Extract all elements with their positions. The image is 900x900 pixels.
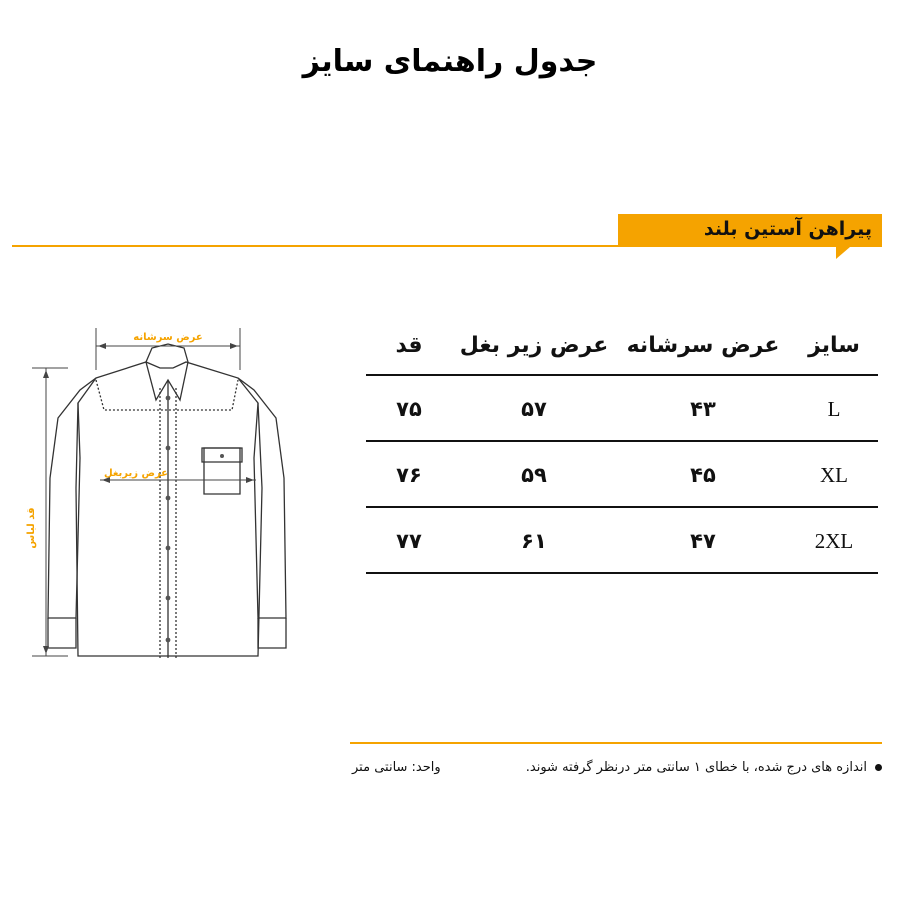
cell-size: XL — [820, 463, 848, 487]
left-cuff — [48, 618, 76, 648]
cell-armpit: ۵۹ — [521, 463, 547, 487]
button — [166, 638, 171, 643]
cell-length: ۷۵ — [396, 397, 422, 421]
armpit-width-label: عرض زیربغل — [103, 468, 169, 479]
badge-tail — [836, 247, 850, 259]
pocket-button — [220, 454, 224, 458]
header-shoulder-width: عرض سرشانه — [626, 333, 780, 358]
unit-note: واحد: سانتی متر — [352, 760, 441, 775]
button — [166, 496, 171, 501]
header-armpit-width: عرض زیر بغل — [459, 333, 609, 358]
header-size: سایز — [808, 333, 860, 358]
cell-size: L — [827, 397, 841, 421]
right-cuff — [258, 618, 286, 648]
cell-armpit: ۵۷ — [521, 397, 547, 421]
cell-shoulder: ۴۵ — [690, 463, 716, 487]
page-title: جدول راهنمای سایز — [302, 44, 598, 79]
size-table — [366, 318, 878, 574]
header-length: قد — [395, 333, 423, 358]
cell-shoulder: ۴۳ — [690, 397, 716, 421]
section-divider — [12, 245, 632, 247]
cell-length: ۷۶ — [396, 463, 422, 487]
table-header — [366, 318, 878, 374]
collar — [146, 344, 188, 400]
footer-note — [526, 760, 882, 775]
tolerance-note: اندازه های درج شده، با خطای ۱ سانتی متر درنظر گرفته شوند. — [525, 760, 867, 775]
cell-size: 2XL — [814, 529, 854, 553]
footer-divider — [350, 742, 882, 744]
button — [166, 596, 171, 601]
shirt-illustration — [18, 318, 308, 668]
table-row — [366, 506, 878, 574]
table-row — [366, 374, 878, 440]
section-label: پیراهن آستین بلند — [703, 218, 872, 240]
button — [166, 396, 171, 401]
button — [166, 546, 171, 551]
table-row — [366, 440, 878, 506]
button — [166, 446, 171, 451]
cell-shoulder: ۴۷ — [690, 529, 716, 553]
cell-length: ۷۷ — [396, 529, 422, 553]
cell-armpit: ۶۱ — [521, 529, 547, 553]
left-sleeve — [48, 378, 96, 618]
section-badge — [618, 214, 882, 247]
bullet-icon — [875, 764, 882, 771]
length-label: قد لباس — [26, 507, 37, 549]
shirt-body-outline — [76, 362, 262, 656]
shoulder-width-label: عرض سرشانه — [133, 332, 203, 343]
